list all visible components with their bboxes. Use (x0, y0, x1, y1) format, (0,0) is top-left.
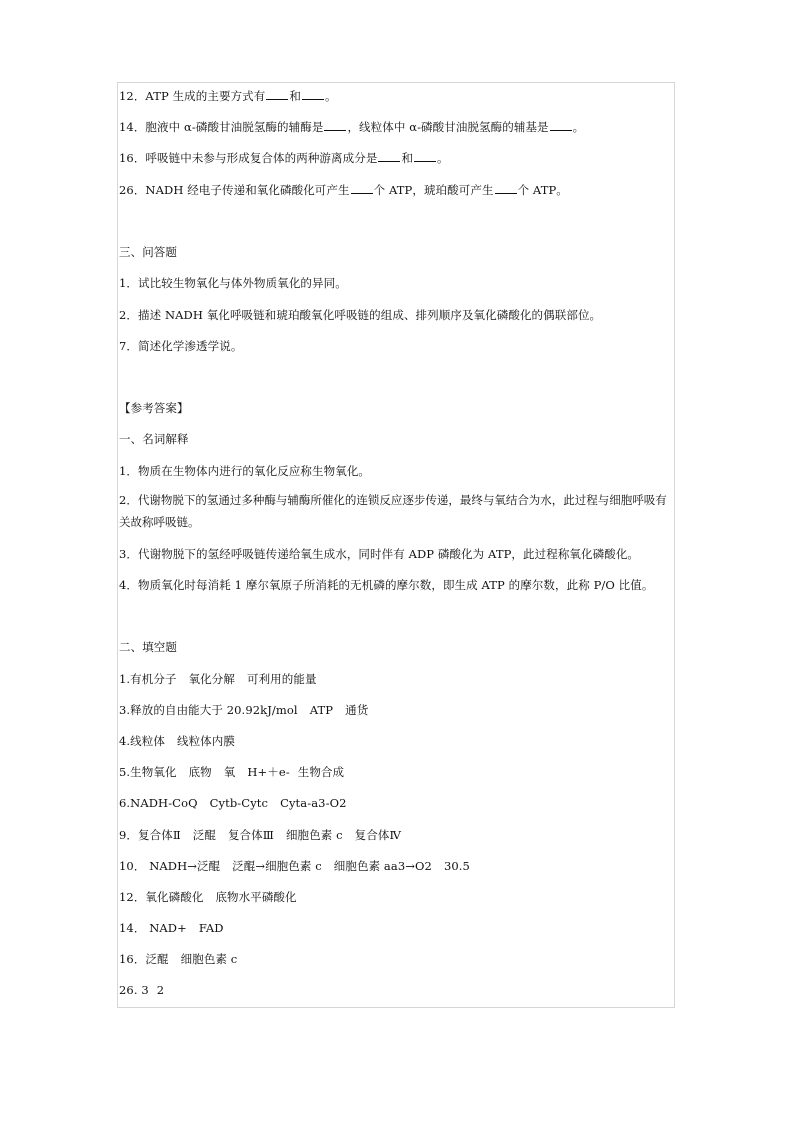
answer-item: 4.线粒体 (119, 734, 165, 748)
answer-blank (495, 183, 517, 194)
answer-item: 6.NADH-CoQ (119, 796, 198, 810)
answer-blank (378, 151, 400, 162)
essay-question: 2．描述 NADH 氧化呼吸链和琥珀酸氧化呼吸链的组成、排列顺序及氧化磷酸化的偶联部位。 (119, 308, 602, 322)
question-text: 16．呼吸链中未参与形成复合体的两种游离成分是 (119, 151, 378, 165)
answer-item: 氧化分解 (188, 672, 235, 686)
answer-blank (550, 120, 572, 131)
answer-item: 可利用的能量 (246, 672, 317, 686)
answers-title: 【参考答案】 (119, 401, 189, 415)
answer-blank (351, 183, 373, 194)
answer-item: FAD (198, 921, 224, 935)
fill-answer-12 (119, 889, 297, 905)
essay-section-title: 三、问答题 (119, 245, 177, 259)
answer-item: 3.释放的自由能大于 20.92kJ/mol (119, 703, 298, 717)
answer-item: 生物合成 (297, 765, 345, 779)
fill-question-16 (119, 150, 449, 166)
fill-answer-4 (119, 733, 235, 749)
answer-item: 泛醌 (192, 828, 216, 842)
fill-answer-14 (119, 920, 224, 936)
question-text: 26．NADH 经电子传递和氧化磷酸化可产生 (119, 183, 350, 197)
answer-item: 氧 (223, 765, 236, 779)
answer-item: Cyta-a3-O2 (280, 796, 347, 810)
answer-item: 26. 3 (119, 983, 149, 997)
answer-item: 底物水平磷酸化 (215, 890, 297, 904)
question-text: 14．胞液中 α-磷酸甘油脱氢酶的辅酶是 (119, 120, 324, 134)
answer-item: 底物 (188, 765, 212, 779)
term-answer: 4．物质氧化时每消耗 1 摩尔氧原子所消耗的无机磷的摩尔数，即生成 ATP 的摩尔数，此称 P/O 比值。 (119, 578, 654, 592)
answer-item: 1.有机分子 (119, 672, 177, 686)
answer-item: 10． NADH→泛醌 (119, 859, 221, 873)
answer-item: 线粒体内膜 (176, 734, 235, 748)
fill-answers-title: 二、填空题 (119, 640, 177, 654)
fill-question-14 (119, 119, 584, 135)
answer-item: 复合体Ⅲ (227, 828, 274, 842)
answer-item: 细胞色素 c (180, 952, 238, 966)
question-text: 12．ATP 生成的主要方式有 (119, 89, 266, 103)
answer-item: 复合体Ⅳ (354, 828, 402, 842)
answer-item: 9．复合体Ⅱ (119, 828, 181, 842)
terms-section-title: 一、名词解释 (119, 432, 189, 446)
question-text: 。 (572, 120, 585, 134)
question-text: 个 ATP，琥珀酸可产生 (373, 183, 494, 197)
fill-answer-3 (119, 702, 368, 718)
term-answer: 3．代谢物脱下的氢经呼吸链传递给氧生成水，同时伴有 ADP 磷酸化为 ATP，此过程称氧化磷酸化。 (119, 547, 640, 561)
fill-answer-1 (119, 671, 317, 687)
fill-question-26 (119, 182, 568, 198)
answer-item: 通货 (345, 703, 369, 717)
answer-item: ATP (309, 703, 334, 717)
fill-answer-10 (119, 858, 470, 874)
answer-item: 12．氧化磷酸化 (119, 890, 204, 904)
term-answer: 2．代谢物脱下的氢通过多种酶与辅酶所催化的连锁反应逐步传递，最终与氧结合为水，此过程与细胞呼吸有关故称呼吸链。 (119, 493, 667, 529)
essay-question: 1．试比较生物氧化与体外物质氧化的异同。 (119, 276, 347, 290)
question-text: 。 (437, 151, 449, 165)
answer-item: 2 (156, 983, 165, 997)
answer-item: 16．泛醌 (119, 952, 169, 966)
answer-blank (302, 89, 324, 100)
answer-item: Cytb-Cytc (209, 796, 269, 810)
answer-blank (324, 120, 346, 131)
answer-item: 泛醌→细胞色素 c (232, 859, 322, 873)
question-text: 和 (289, 89, 301, 103)
answer-item: 细胞色素 c (285, 828, 343, 842)
question-text: 个 ATP。 (517, 183, 568, 197)
answer-item: 14． NAD+ (119, 921, 187, 935)
fill-answer-9 (119, 827, 401, 843)
question-text: 和 (401, 151, 414, 165)
fill-answer-5 (119, 764, 344, 780)
question-text: ，线粒体中 α-磷酸甘油脱氢酶的辅基是 (347, 120, 549, 134)
fill-answer-6 (119, 795, 347, 811)
answer-blank (266, 89, 288, 100)
answer-item: H+＋e- (247, 765, 290, 779)
answer-blank (414, 151, 436, 162)
fill-question-12 (119, 88, 337, 104)
essay-question: 7．简述化学渗透学说。 (119, 339, 243, 353)
answer-item: 30.5 (443, 859, 470, 873)
answer-item: 5.生物氧化 (119, 765, 177, 779)
question-text: 。 (324, 89, 337, 103)
fill-answer-26 (119, 982, 164, 998)
term-answer: 1．物质在生物体内进行的氧化反应称生物氧化。 (119, 464, 371, 478)
fill-answer-16 (119, 951, 237, 967)
answer-item: 细胞色素 aa3→O2 (333, 859, 432, 873)
